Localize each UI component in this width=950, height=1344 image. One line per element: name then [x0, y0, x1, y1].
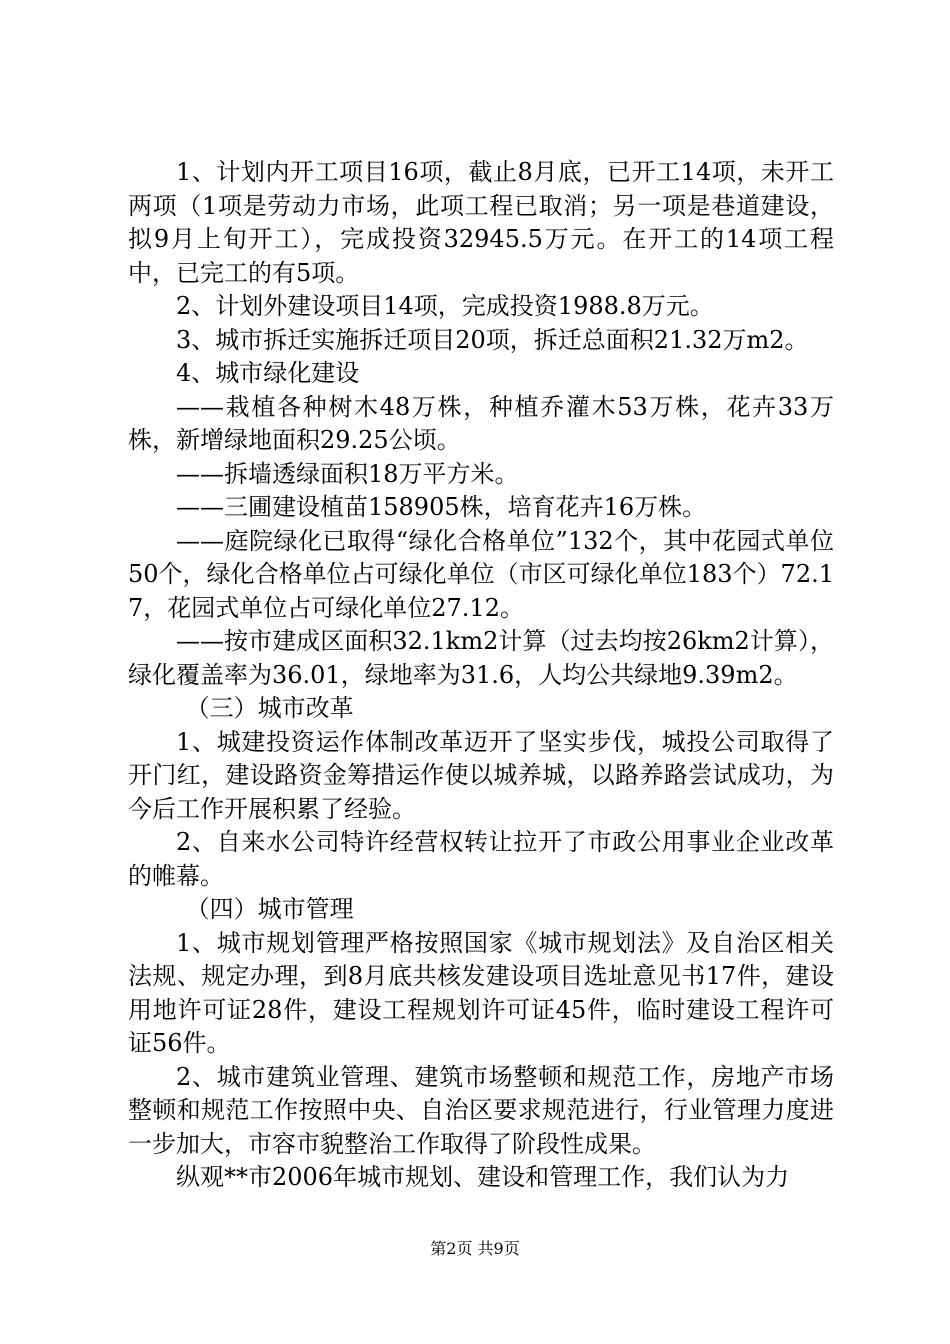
paragraph-greening-courtyard: ——庭院绿化已取得“绿化合格单位”132个，其中花园式单位50个，绿化合格单位占可绿化单位（市区可绿化单位183个）72.17，花园式单位占可绿化单位27.12。	[128, 526, 834, 622]
paragraph-greening-trees: ——栽植各种树木48万株，种植乔灌木53万株，花卉33万株，新增绿地面积29.25公顷。	[128, 392, 834, 454]
paragraph-reform-investment: 1、城建投资运作体制改革迈开了坚实步伐，城投公司取得了开门红，建设路资金筹措运作使以城养城，以路养路尝试成功，为今后工作开展积累了经验。	[128, 727, 834, 823]
paragraph-demolition: 3、城市拆迁实施拆迁项目20项，拆迁总面积21.32万m2。	[176, 325, 809, 354]
paragraph-planned-projects: 1、计划内开工项目16项，截止8月底，已开工14项，未开工两项（1项是劳动力市场，此项工程已取消；另一项是巷道建设，拟9月上旬开工），完成投资32945.5万元。在开工的14项工程中，已完工的有5项。	[128, 158, 834, 287]
paragraph-overview: 纵观**市2006年城市规划、建设和管理工作，我们认为力	[176, 1163, 790, 1191]
page-footer: 第2页 共9页	[430, 1239, 520, 1258]
paragraph-management-construction: 2、城市建筑业管理、建筑市场整顿和规范工作，房地产市场整顿和规范工作按照中央、自治区要求规范进行，行业管理力度进一步加大，市容市貌整治工作取得了阶段性成果。	[128, 1062, 834, 1158]
paragraph-reform-water: 2、自来水公司特许经营权转让拉开了市政公用事业企业改革的帷幕。	[128, 828, 834, 890]
paragraph-greening-walls: ——拆墙透绿面积18万平方米。	[176, 459, 519, 488]
paragraph-greening-nursery: ——三圃建设植苗158905株，培育花卉16万株。	[176, 493, 707, 521]
paragraph-greening-heading: 4、城市绿化建设	[176, 359, 360, 387]
paragraph-management-planning: 1、城市规划管理严格按照国家《城市规划法》及自治区相关法规、规定办理，到8月底共核发建设项目选址意见书17件，建设用地许可证28件，建设工程规划许可证45件，临时建设工程许可证56件。	[128, 928, 834, 1057]
paragraph-greening-coverage: ——按市建成区面积32.1km2计算（过去均按26km2计算），绿化覆盖率为36.01，绿地率为31.6，人均公共绿地9.39m2。	[128, 627, 834, 689]
section-heading-reform: （三）城市改革	[185, 694, 354, 722]
document-body	[128, 156, 834, 1195]
section-heading-management: （四）城市管理	[185, 895, 354, 923]
paragraph-unplanned-projects: 2、计划外建设项目14项，完成投资1988.8万元。	[176, 292, 714, 320]
